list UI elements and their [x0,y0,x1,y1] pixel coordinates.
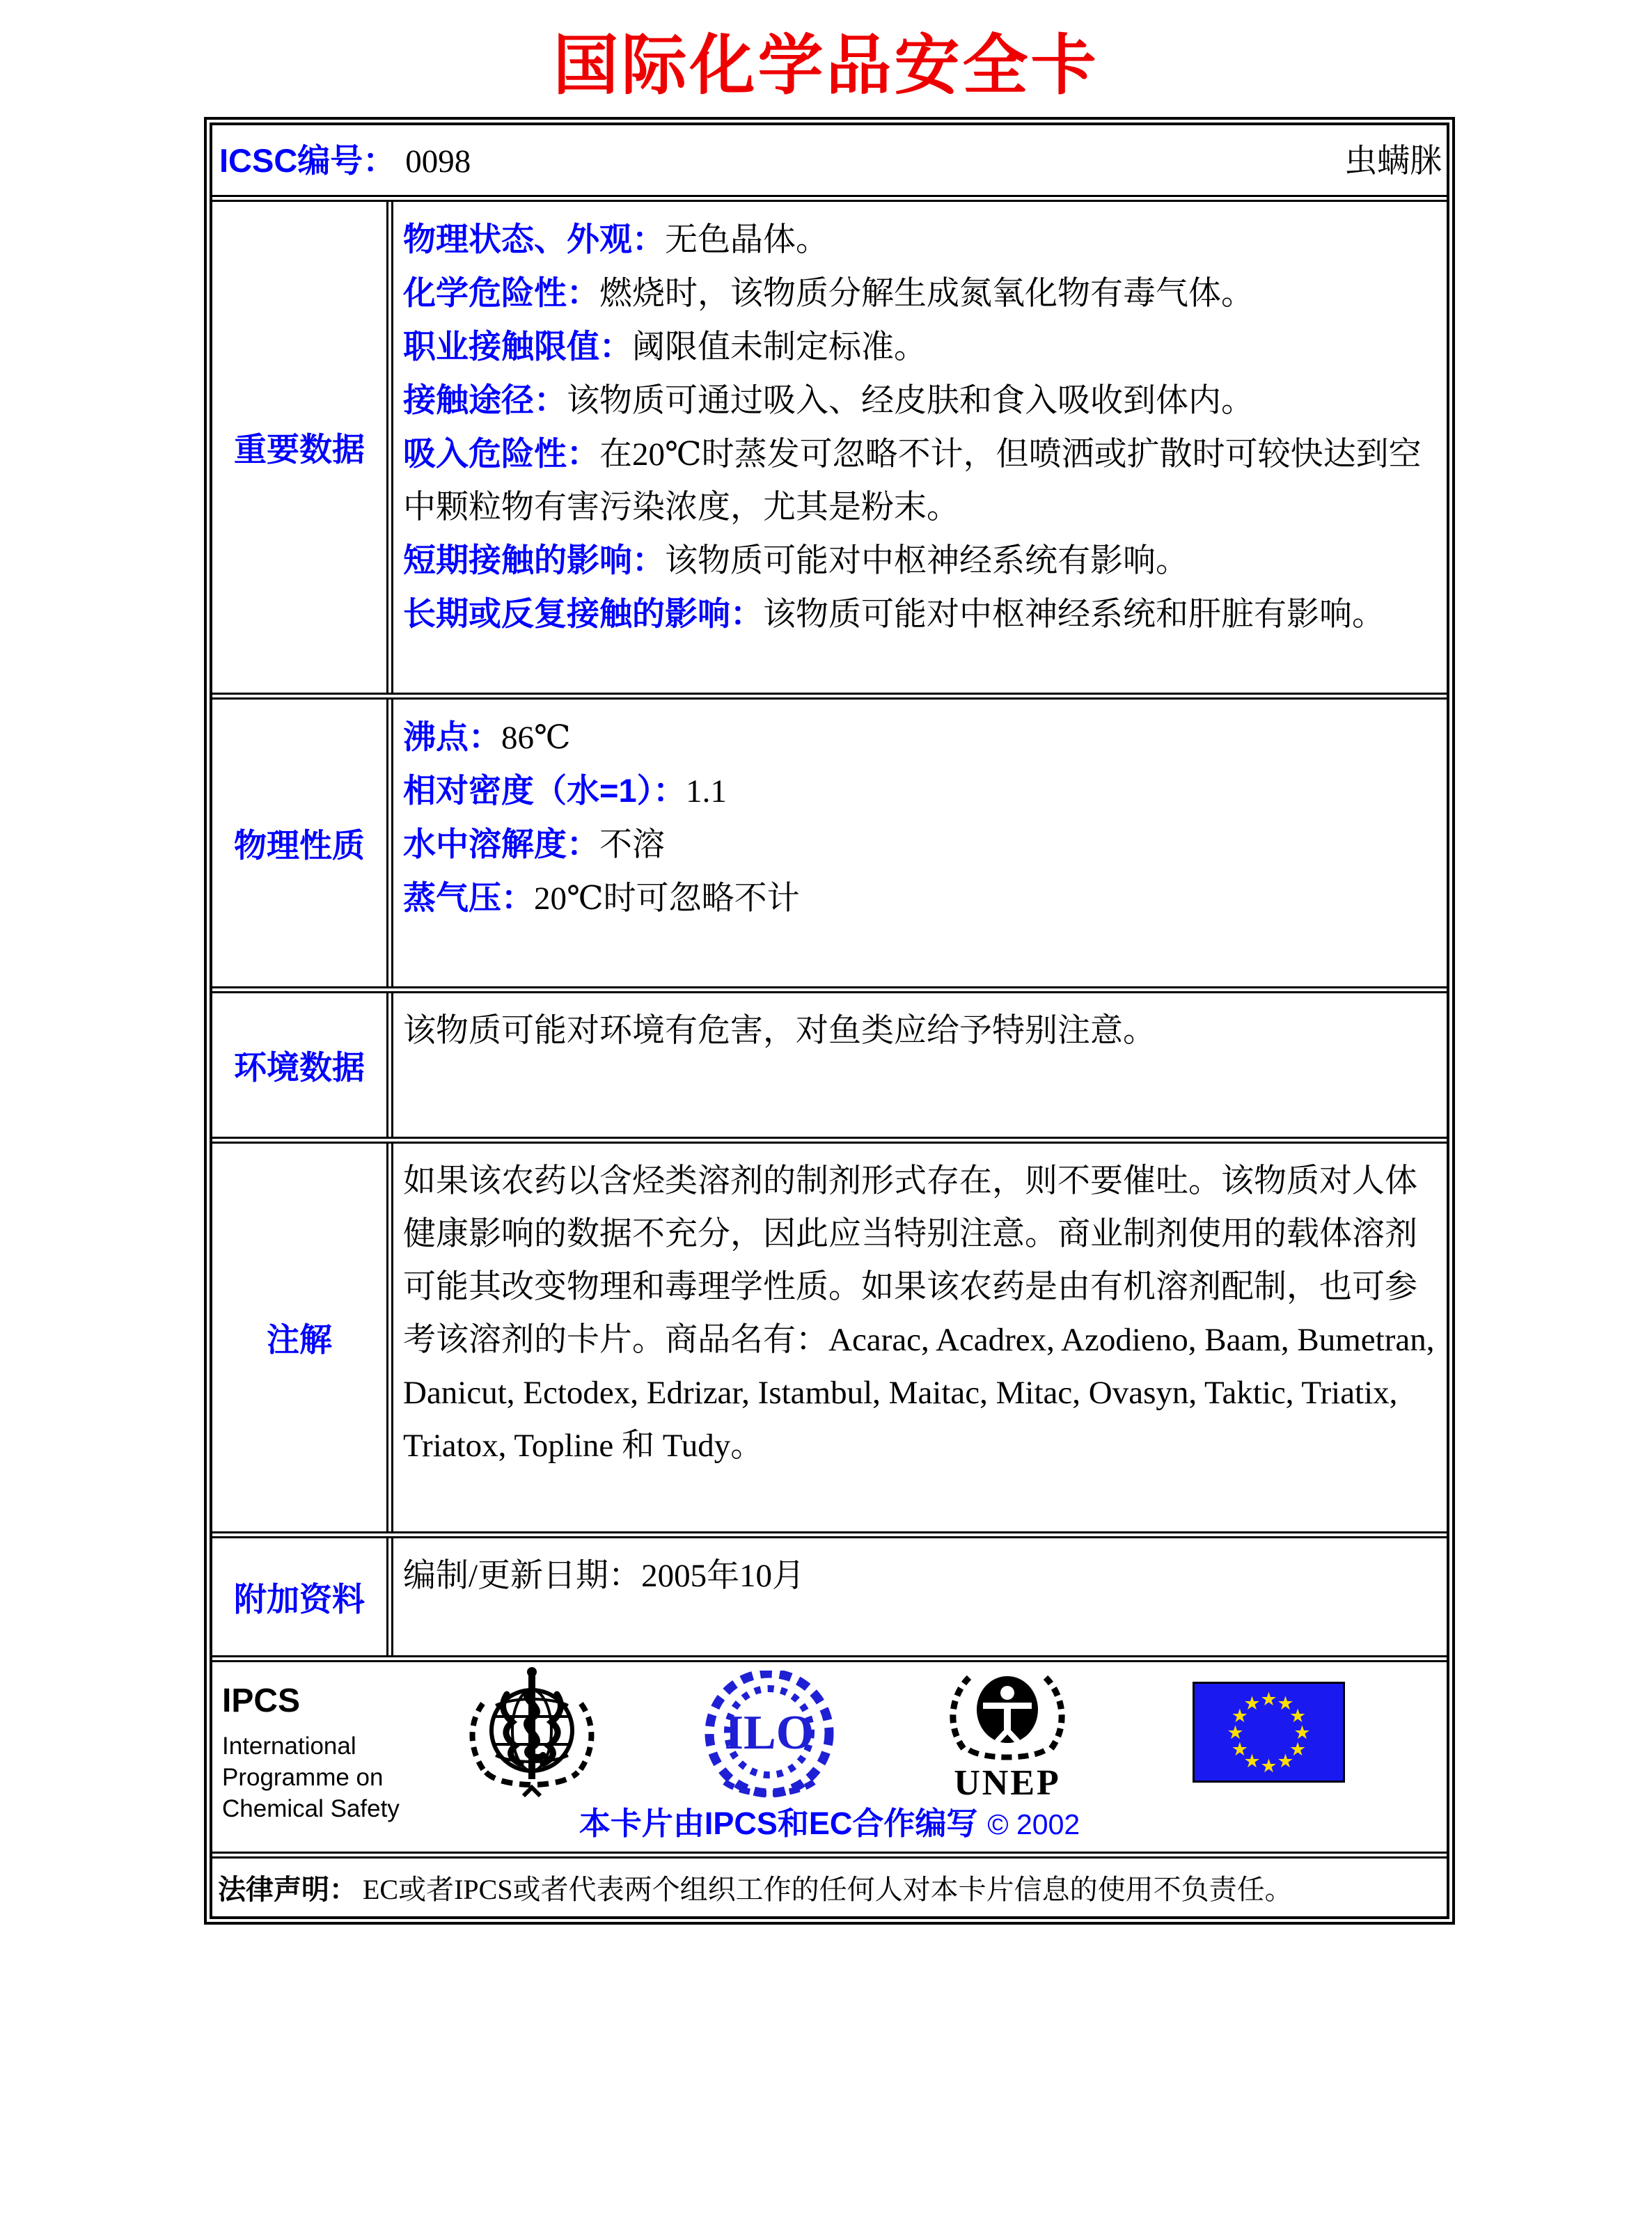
ipcs-line-1: International [222,1733,356,1760]
eu-flag-icon [1193,1682,1345,1783]
chemical-name: 虫螨脒 [1344,143,1442,180]
section-label-notes: 注解 [212,1144,393,1531]
svg-text:★: ★ [1289,1705,1307,1727]
notes-text: 如果该农药以含烃类溶剂的制剂形式存在，则不要催吐。该物质对人体健康影响的数据不充分，因此应当特别注意。商业制剂使用的载体溶剂可能其改变物理和毒理学性质。如果该农药是由有机溶剂配制，也可参考该溶剂的卡片。商品名有：Acarac, Acadrex, Azodieno, Baam, Bumetran, Danicut, Ectodex, Edrizar, Istambul, Maitac, Mitac, Ovasyn, Taktic, Triatix, Triatox, Topline 和 Tudy。 [403,1163,1435,1464]
ipcs-line-2: Programme on [222,1764,384,1791]
svg-text:★: ★ [1243,1751,1261,1772]
section-content-environmental-data [393,993,1447,1137]
svg-text:★: ★ [1289,1739,1307,1760]
section-notes [212,1137,1447,1531]
page-title: 国际化学品安全卡 [553,27,1099,104]
svg-text:★: ★ [1277,1693,1294,1714]
item-exposure-routes: 接触途径：该物质可通过吸入、经皮肤和食入吸收到体内。 [403,381,1254,419]
svg-text:★: ★ [1243,1693,1261,1714]
svg-text:★: ★ [1277,1751,1294,1772]
item-short-term-effects: 短期接触的影响：该物质可能对中枢神经系统有影响。 [403,542,1188,579]
section-label-environmental-data: 环境数据 [212,993,393,1137]
item-relative-density: 相对密度（水=1）：1.1 [403,772,727,810]
legal-notice-row [212,1852,1447,1916]
svg-text:★: ★ [1293,1722,1311,1744]
header-row [212,125,1447,195]
section-important-data [212,195,1447,693]
copyright-text: © 2002 [987,1808,1080,1840]
section-content-important-data [393,202,1447,693]
item-chemical-danger: 化学危险性：燃烧时，该物质分解生成氮氧化物有毒气体。 [403,274,1254,312]
section-content-physical-properties [393,700,1447,986]
svg-text:★: ★ [1260,1689,1277,1710]
svg-text:★: ★ [1231,1705,1249,1727]
svg-text:ILO: ILO [724,1706,815,1760]
svg-text:★: ★ [1227,1722,1244,1744]
section-additional-info [212,1531,1447,1655]
section-content-notes [393,1144,1447,1531]
ilo-logo-icon [704,1671,835,1803]
unep-logo-icon [948,1666,1067,1761]
unep-logo-block [945,1666,1070,1802]
section-label-important-data: 重要数据 [212,202,393,693]
section-physical-properties [212,693,1447,986]
icsc-number-group [219,135,471,182]
section-environmental-data [212,986,1447,1137]
legal-notice-text: EC或者IPCS或者代表两个组织工作的任何人对本卡片信息的使用不负责任。 [363,1874,1293,1905]
ipcs-line-3: Chemical Safety [222,1795,400,1822]
item-physical-state: 物理状态、外观：无色晶体。 [403,221,828,258]
environment-text: 该物质可能对环境有危害，对鱼类应给予特别注意。 [403,1013,1156,1049]
item-water-solubility: 水中溶解度：不溶 [403,826,665,863]
item-long-term-effects: 长期或反复接触的影响：该物质可能对中枢神经系统和肝脏有影响。 [403,595,1385,633]
who-logo-icon [465,1666,599,1806]
caption-text: 本卡片由IPCS和EC合作编写 [579,1806,978,1841]
section-label-physical-properties: 物理性质 [212,700,393,986]
unep-wordmark: UNEP [954,1763,1061,1803]
cooperation-caption [212,1798,1447,1843]
logos-row [212,1655,1447,1852]
item-update-date: 编制/更新日期：2005年10月 [403,1558,805,1594]
svg-text:★: ★ [1231,1739,1249,1760]
item-occupational-exposure-limit: 职业接触限值：阈限值未制定标准。 [403,328,927,365]
section-label-additional-info: 附加资料 [212,1538,393,1655]
legal-notice-label: 法律声明： [218,1875,357,1905]
item-boiling-point: 沸点：86℃ [403,718,571,756]
svg-text:★: ★ [1260,1755,1277,1777]
icsc-card-table [204,117,1455,1925]
icsc-number-value: 0098 [405,143,471,180]
item-vapor-pressure: 蒸气压：20℃时可忽略不计 [403,879,800,917]
icsc-number-label: ICSC编号： [219,141,396,179]
item-inhalation-risk: 吸入危险性：在20℃时蒸发可忽略不计，但喷洒或扩散时可较快达到空中颗粒物有害污染浓度，尤其是粉末。 [403,435,1422,526]
section-content-additional-info [393,1538,1447,1655]
ipcs-acronym: IPCS [222,1682,301,1719]
